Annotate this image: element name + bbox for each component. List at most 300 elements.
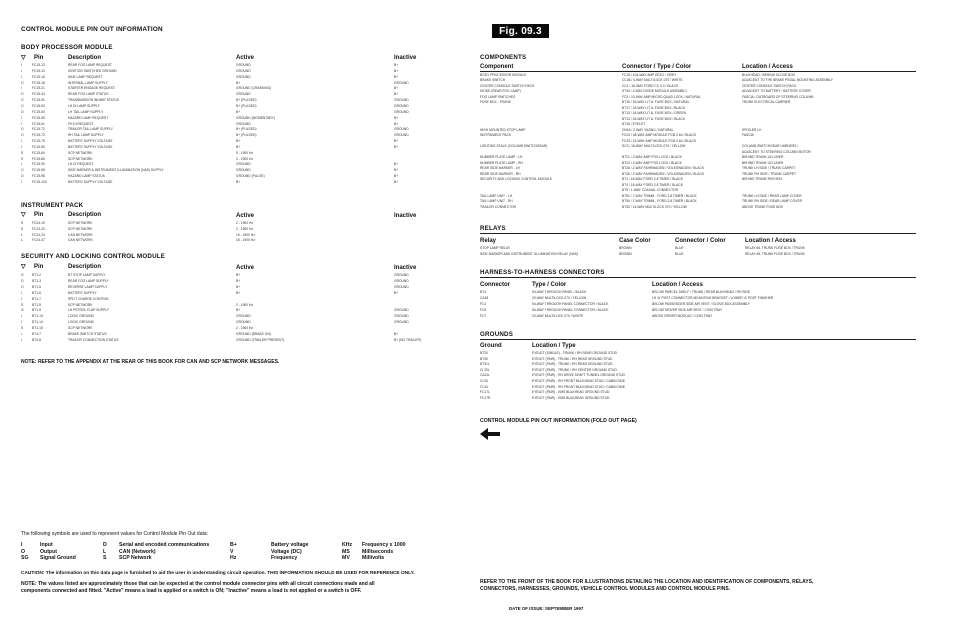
grounds-rule [480, 339, 916, 340]
table-cell: EYELET (PAIR) - TRUNK / RH CENTER GROUND STUD [532, 367, 617, 372]
table-cell: HAZARD LAMP STATUS [68, 174, 105, 179]
table-cell: ABOVE DRIVER MODULE / COIN TRAY [652, 314, 713, 319]
table-cell: B+ [236, 273, 241, 277]
table-cell: GROUND [394, 278, 409, 283]
table-cell: GROUND [394, 133, 409, 138]
table-cell: FC24-47 [32, 238, 45, 243]
table-cell: EYELET (SINGLE) - TRUNK / RH REAR GROUND STUD [532, 351, 618, 355]
table-cell: CC4L [480, 384, 489, 389]
table-cell: I [21, 68, 22, 73]
table-cell: INTERNAL LAMP SUPPLY [68, 80, 108, 85]
table-cell: GROUND [394, 284, 409, 289]
table-cell: STOP LAMP RELAY [480, 246, 511, 250]
table-cell: O [21, 109, 24, 114]
harness-location-header: Location / Access [652, 282, 703, 288]
table-cell: GROUND (BRAKE ON) [236, 332, 271, 336]
table-cell: GROUND [236, 320, 251, 325]
table-cell: CA21L [480, 373, 491, 378]
table-cell: GROUND [236, 92, 251, 97]
symbol-key: SG [21, 555, 29, 561]
table-cell: I [21, 320, 22, 325]
table-cell: 2 - 1900 Hz [236, 326, 254, 331]
ipack-inactive-header: Inactive [394, 213, 417, 219]
table-cell: CC36 / 4-WAY MULTILOCK 070 / WHITE [622, 78, 683, 83]
table-cell: SCP NETWORK [68, 226, 93, 231]
table-cell: GROUND [394, 314, 409, 319]
table-cell: CI 33L [480, 367, 490, 372]
relay-location-header: Location / Access [745, 238, 796, 244]
table-cell: FC24-20 [32, 226, 45, 231]
table-cell: BT4 [480, 290, 487, 294]
table-cell: LH PETROL FLAP SUPPLY [68, 308, 109, 313]
table-cell: BT13 / 16-WAY LIT A. FUSE BOX / GREEN [622, 111, 687, 116]
table-cell: S [21, 326, 24, 331]
table-cell: FC25 / 24-WAY AMP MODULE PCB 0.64 / BLACK [622, 138, 697, 143]
table-cell: BATTERY SUPPLY VOLTAGE [68, 180, 113, 184]
table-cell: LIGHTING STALK (COLUMN SWITCHGEAR) [480, 144, 548, 149]
table-cell: FC17R [480, 395, 491, 400]
table-cell: 54-WAY THROUGH PANEL CONNECTOR / BLACK [532, 308, 609, 313]
table-cell: LH DI REQUEST [68, 162, 94, 167]
table-cell: 15 - 1900 Hz [236, 238, 255, 243]
table-cell: CAN NETWORK [68, 238, 93, 243]
table-cell: SCP NETWORK [68, 156, 93, 161]
component-header: Component [480, 64, 514, 70]
table-cell: BT1-3 [32, 278, 41, 283]
table-cell: I [21, 139, 22, 144]
table-cell: S [21, 226, 24, 231]
component-connector-header: Connector / Type / Color [622, 64, 692, 70]
table-cell: 2 - 1900 Hz [236, 302, 254, 307]
table-cell: B+ (PULSED) [236, 133, 257, 138]
table-cell: GROUND (MOMENTARY) [236, 115, 275, 120]
table-cell: I [21, 337, 22, 342]
table-cell: BT STOP LAMP SUPPLY [68, 273, 106, 277]
table-cell: I [21, 296, 22, 301]
table-cell: FASCIA [742, 133, 754, 138]
table-cell: SCP NETWORK [68, 150, 93, 155]
component-location-header: Location / Access [742, 64, 793, 70]
table-cell: FC15-12 [32, 63, 45, 67]
back-arrow-icon[interactable] [480, 428, 500, 444]
table-cell: GROUND [394, 80, 409, 85]
table-cell: O [21, 273, 24, 277]
table-cell: BT26 / 2-WAY FAHRMAGEN / VOLKSWAGEN / BLACK [622, 171, 705, 176]
symbol-meaning: Frequency x 1000 [362, 542, 406, 548]
relay-header: Relay [480, 238, 497, 244]
table-cell: B+ [394, 92, 399, 97]
components-rule [480, 71, 916, 72]
table-cell: FC24-19 [32, 221, 45, 225]
table-cell: CENTER CONSOLE SWITCH PACK [742, 83, 797, 88]
table-cell: FC15-54 [32, 109, 45, 114]
table-cell: FH DI REQUEST [68, 121, 94, 126]
table-cell: FC15-51 [32, 98, 45, 103]
table-cell: COLUMN SWITCHGEAR HARNESS / [742, 144, 799, 149]
table-cell: RELAY #6, TRUNK FUSE BOX / TRUNK [745, 246, 805, 250]
table-cell: GROUND [394, 308, 409, 313]
table-cell: GROUND [236, 168, 251, 173]
table-cell: EYELET (PAIR) - TRUNK / RH REAR GROUND STUD [532, 356, 613, 361]
table-cell: B+ [394, 68, 399, 73]
security-pin-header: Pin [34, 264, 44, 270]
symbol-meaning: Battery voltage [271, 542, 309, 548]
table-cell: B+ (PULSED) [236, 98, 257, 103]
table-cell: BT50 / 7-WAY TRIMM - FORD 2.8 TIMER / BLACK [622, 199, 697, 204]
relays-rule [480, 233, 916, 234]
table-cell: FC15-104 [32, 180, 47, 184]
table-cell: B+ (PULSED) [236, 103, 257, 108]
table-cell: REAR FOG LAMP SUPPLY [68, 278, 109, 283]
table-cell: B+ (PULSED) [236, 127, 257, 132]
page-title: CONTROL MODULE PIN OUT INFORMATION [21, 26, 163, 33]
body-active-header: Active [236, 55, 255, 61]
table-cell: BT1 / 16-WAY FORD 2.8 TIMER / BLACK [622, 177, 684, 182]
table-cell: B+ [236, 308, 241, 313]
body-module-title: BODY PROCESSOR MODULE [21, 44, 113, 51]
table-cell: TRANSMISSION INHIBIT STATUS [68, 98, 120, 103]
symbol-key: MV [342, 555, 350, 561]
table-cell: B+ [394, 332, 399, 336]
values-note-line-1: NOTE: The values listed are approximately those that can be expected at the control module connector pins with all circuit connections made and all [21, 581, 375, 587]
table-cell: FC15-21 [32, 86, 45, 91]
table-cell: GROUND [236, 162, 251, 167]
table-cell: DIODE (REAR FOG LAMP) [480, 89, 521, 94]
symbols-intro: The following symbols are used to represent values for Control Module Pin Out data: [21, 531, 209, 537]
table-cell: FOG LAMP SWITCHES [480, 94, 516, 99]
table-cell: SCP NETWORK [68, 221, 93, 225]
table-cell: EYELET (PAIR) - RH FRONT BULKHEAD STUD / CABIN SIDE [532, 379, 626, 383]
table-cell: BT1-5 [32, 284, 41, 289]
harness-type-header: Type / Color [532, 282, 567, 288]
table-cell: B+ [394, 290, 399, 295]
pin-symbol-icon: ▽ [21, 55, 26, 61]
table-cell: RELAY #5, TRUNK FUSE BOX / TRUNK [745, 251, 805, 256]
table-cell: SECURITY AND LOCKING CONTROL MODULE [480, 177, 552, 182]
table-cell: REVERSE LAMP SUPPLY [68, 284, 108, 289]
table-cell: B+ [394, 74, 399, 79]
table-cell: GROUND [236, 68, 251, 73]
table-cell: S [21, 150, 24, 155]
table-cell: I [21, 144, 22, 149]
table-cell: BT22 / 2-WAY AMP POS LOCK / BLACK [622, 160, 682, 165]
table-cell: BLUE [675, 251, 684, 256]
refer-note-line-2: CONNECTORS, HARNESSES, GROUNDS, VEHICLE CONTROL MODULES AND CONTROL MODULE PINS. [480, 586, 731, 592]
body-pin-header: Pin [34, 55, 44, 61]
table-cell: TRAILER TAIL LAMP SUPPLY [68, 127, 113, 132]
figure-badge: Fig. 09.3 [492, 24, 549, 38]
table-cell: INSTRUMENT PACK [480, 133, 512, 138]
table-cell: BELOW PARCEL SHELF / TRUNK / REAR BULKHEAD / RH SIDE [652, 290, 750, 294]
table-cell: B+ (NO TRAILER) [394, 337, 421, 342]
table-cell: BRAKE SWITCH STATUS [68, 332, 107, 336]
symbol-key: V [230, 548, 234, 555]
table-cell: I [21, 86, 22, 91]
table-cell: B+ [394, 174, 399, 179]
table-cell: FC15-75 [32, 139, 45, 144]
table-cell: FC24-24 [32, 232, 45, 237]
table-cell: O [21, 103, 24, 108]
table-cell: FC15-80 [32, 144, 45, 149]
table-cell: FC15-44 [32, 92, 45, 97]
table-cell: FC15-61 [32, 121, 45, 126]
table-cell: BT1-15 [32, 326, 43, 331]
table-cell: 20-WAY MULTILOCK 070 / YELLOW [532, 296, 587, 301]
values-note-line-2: components connected and fitted. "Active" means a load is applied or a switch is ON; "Inactive" means a load is not applied or a switch is OFF. [21, 588, 362, 594]
table-cell: CC1 / 16-WAY FORD CC 3.3 / BLACK [622, 83, 679, 88]
table-cell: GROUND [394, 98, 409, 103]
table-cell: B+ [236, 180, 241, 184]
symbol-meaning: Signal Ground [40, 555, 76, 561]
table-cell: S [21, 221, 24, 225]
body-inactive-header: Inactive [394, 55, 417, 61]
table-cell: FC24 / 48-WAY AMP MODULE PCB 0.64 / BLACK [622, 133, 697, 138]
table-cell: BT1-9 [32, 308, 41, 313]
harness-connector-header: Connector [480, 282, 510, 288]
table-cell: REAR SIDE MARKER - LH [480, 166, 520, 171]
table-cell: BROWN [619, 251, 632, 256]
table-cell: FC5 [480, 308, 487, 313]
symbol-key: O [21, 548, 26, 555]
table-cell: CC3L [480, 379, 489, 383]
table-cell: FC15-86 [32, 156, 45, 161]
table-cell: NUMBER PLATE LAMP - RH [480, 160, 523, 165]
table-cell: 15 - 1900 Hz [236, 232, 255, 237]
ground-header: Ground [480, 343, 502, 349]
relays-title: RELAYS [480, 225, 506, 232]
issue-date: DATE OF ISSUE: SEPTEMBER 1997 [509, 606, 584, 611]
table-cell: B+ [236, 139, 241, 144]
table-cell: FC15-90 [32, 162, 45, 167]
table-cell: BT13 / 16-WAY LIT A. FUSE BOX / BLACK [622, 116, 686, 121]
left-page [0, 0, 470, 619]
table-cell: 54-WAY THROUGH PANEL / BLACK [532, 290, 587, 294]
table-cell: B+ [394, 121, 399, 126]
table-cell: BT21 / 2-WAY AMP POS LOCK / BLACK [622, 155, 682, 160]
symbol-meaning: Voltage (DC) [271, 548, 302, 555]
table-cell: BT15 / 16-WAY LIT A. FUSE BOX / NATURAL [622, 100, 690, 105]
table-cell: BT31L [480, 362, 490, 367]
table-cell: BT32 / 14-WAY MULTILOCK 070 / YELLOW [622, 204, 687, 209]
table-cell: O [21, 127, 24, 132]
security-inactive-header: Inactive [394, 265, 417, 271]
table-cell: I [21, 63, 22, 67]
table-cell: L [21, 232, 23, 237]
symbol-key: D [103, 542, 107, 548]
table-cell: FC15-13 [32, 68, 45, 73]
table-cell: FC15-53 [32, 103, 45, 108]
symbol-key: Hz [230, 555, 237, 561]
table-cell: FC15-84 [32, 150, 45, 155]
table-cell: TAIL LAMP UNIT - RH [480, 199, 513, 204]
table-cell: TRUNK ELECTRICAL CARRIER [742, 100, 791, 105]
components-title: COMPONENTS [480, 54, 527, 61]
refer-note-line-1: REFER TO THE FRONT OF THE BOOK FOR ILLUSTRATIONS DETAILING THE LOCATION AND IDENTIFICATION OF COMPONENTS, RELAYS, [480, 579, 814, 585]
table-cell: FC15-72 [32, 127, 45, 132]
pin-symbol-icon: ▽ [21, 212, 26, 218]
table-cell: SIDE MARKER & INSTRUMENT ILLUMINATION (NAS) SUPPLY [68, 168, 164, 173]
table-cell: O [21, 98, 24, 103]
security-active-header: Active [236, 265, 255, 271]
table-cell: TAIL LAMP UNIT - LH [480, 193, 513, 198]
table-cell: BULKHEAD / BEHIND GLOVE BOX [742, 73, 796, 77]
table-cell: I [21, 332, 22, 336]
table-cell: ST49 / 2-WAY DIODE MODULE ASSEMBLY [622, 89, 688, 94]
table-cell: HAZARD LAMP REQUEST [68, 115, 109, 120]
table-cell: RH TAIL LAMP SUPPLY [68, 133, 104, 138]
ipack-active-header: Active [236, 213, 255, 219]
symbol-meaning: Output [40, 548, 57, 555]
security-desc-header: Description [68, 264, 102, 270]
table-cell: TRAILER CONNECTOR [480, 204, 517, 209]
table-cell: FC15-96 [32, 168, 45, 173]
table-cell: S [21, 302, 24, 307]
table-cell: O [21, 308, 24, 313]
table-cell: FC15 / 104-WAY AMP EEEC / GREY [622, 73, 677, 77]
table-cell: BATTERY SUPPLY [68, 290, 97, 295]
table-cell: B+ [236, 109, 241, 114]
table-cell: GROUND [394, 273, 409, 277]
table-cell: FC15-73 [32, 133, 45, 138]
table-cell: REAR SIDE MARKER - RH [480, 171, 521, 176]
table-cell: GROUND [394, 103, 409, 108]
table-cell: 2 - 1900 Hz [236, 156, 254, 161]
table-cell: CENTER CONSOLE SWITCH PACK [480, 83, 535, 88]
table-cell: LOGIC GROUND [68, 314, 94, 319]
symbol-key: L [103, 548, 107, 555]
table-cell: FC7 [480, 314, 487, 319]
table-cell: O [21, 278, 24, 283]
harness-title: HARNESS-TO-HARNESS CONNECTORS [480, 269, 605, 276]
pin-symbol-icon: ▽ [21, 264, 26, 270]
table-cell: B+ [394, 63, 399, 67]
table-cell: BLUE [675, 246, 684, 250]
symbol-meaning: Frequency [271, 555, 298, 561]
table-cell: BRAKE SWITCH [480, 78, 506, 83]
body-desc-header: Description [68, 55, 102, 61]
table-cell: O [21, 133, 24, 138]
table-cell: EYELET (PAIR) - EMS BULKHEAD GROUND STUD [532, 390, 610, 395]
table-cell: FC15-55 [32, 115, 45, 120]
table-cell: SPOILER LH [742, 127, 762, 132]
table-cell: O [21, 92, 24, 97]
table-cell: SPLIT CHARGE CONTROL [68, 296, 110, 301]
symbol-key: KHz [342, 542, 353, 548]
table-cell: FC1 [480, 302, 487, 307]
table-cell: I [21, 74, 22, 79]
table-cell: BEHIND TRUNK RHS BOX [742, 177, 783, 182]
table-cell: SC3 / 16-WAY MULTILOCK 070 / YELLOW [622, 144, 686, 149]
table-cell: GROUND [394, 109, 409, 114]
table-cell: S [21, 156, 24, 161]
table-cell: BT30 [480, 356, 488, 361]
table-cell: TRUNK RH SIDE / REAR LAMP COVER [742, 199, 803, 204]
table-cell: BROWN [619, 246, 632, 250]
table-cell: BT16 / EYELET [622, 122, 646, 127]
table-cell: BT4-8 [32, 337, 41, 342]
table-cell: FC15-18 [32, 80, 45, 85]
table-cell: GROUND (CRANKING) [236, 86, 272, 91]
table-cell: B+ [394, 115, 399, 120]
table-cell: FC15-16 [32, 74, 45, 79]
table-cell: BODY PROCESSOR MODULE [480, 73, 527, 77]
symbol-meaning: CAN (Network) [119, 548, 156, 555]
relay-case-header: Case Color [619, 238, 651, 244]
table-cell: BEHIND TRUNK LID LINER [742, 160, 784, 165]
table-cell: CN16 / 2-WAY YAZAKI / NATURAL [622, 127, 674, 132]
table-cell: BT1-14 [32, 320, 43, 325]
table-cell: 20-WAY MULTILOCK 070 / WHITE [532, 314, 584, 319]
grounds-title: GROUNDS [480, 331, 514, 338]
table-cell: LH 'A' POST CONNECTOR MOUNTING BRACKET / LOWER 'A' POST FINISHER [652, 296, 774, 301]
table-cell: BATTERY SUPPLY VOLTAGE [68, 144, 113, 149]
table-cell: SIDE LAMP REQUEST [68, 74, 103, 79]
table-cell: O [21, 174, 24, 179]
table-cell: BELOW DRIVER SIDE AIR VENT / COIN TRAY [652, 308, 723, 313]
table-cell: GROUND [394, 320, 409, 325]
table-cell: BT17 / 16-WAY LIT A. FUSE BOX / BLACK [622, 105, 686, 110]
table-cell: TRAILER CONNECTION STATUS [68, 337, 119, 342]
table-cell: BELOW PASSENGER SIDE AIR VENT / GLOVE BOX ASSEMBLY [652, 302, 750, 307]
table-cell: LH DI LAMP SUPPLY [68, 103, 100, 108]
symbol-meaning: Serial and encoded communications [119, 542, 210, 548]
table-cell: ADJACENT TO STEERING COLUMN MOTOR [742, 149, 811, 154]
table-cell: I [21, 162, 22, 167]
instrument-pack-title: INSTRUMENT PACK [21, 202, 84, 209]
table-cell: BT1-7 [32, 296, 41, 301]
table-cell: BT1-6 [32, 290, 41, 295]
harness-rule [480, 277, 916, 278]
table-cell: GROUND [236, 74, 251, 79]
table-cell: B+ [236, 278, 241, 283]
table-cell: B+ [236, 144, 241, 149]
ipack-desc-header: Description [68, 212, 102, 218]
table-cell: ABOVE TRUNK FUSE BOX [742, 204, 784, 209]
table-cell: BEHIND TRUNK LID LINER [742, 155, 784, 160]
table-cell: O [21, 80, 24, 85]
table-cell: REAR FOG LAMP STATUS [68, 92, 109, 97]
table-cell: ADJACENT TO BATTERY / BATTERY COVER [742, 89, 811, 94]
table-cell: LH TAIL LAMP SUPPLY [68, 109, 104, 114]
table-cell: NUMBER PLATE LAMP - LH [480, 155, 523, 160]
foldout-link[interactable]: CONTROL MODULE PIN OUT INFORMATION (FOLD OUT PAGE) [480, 418, 637, 424]
ipack-pin-header: Pin [34, 212, 44, 218]
table-cell: BT25 / 2-WAY FAHRMAGEN / VOLKSWAGEN / BLACK [622, 166, 705, 171]
table-cell: I [21, 314, 22, 319]
table-cell: IGNITION SWITCHED GROUND [68, 68, 117, 73]
symbol-meaning: Milliseconds [362, 548, 394, 555]
relay-connector-header: Connector / Color [675, 238, 726, 244]
table-cell: I [21, 115, 22, 120]
table-cell: GROUND [236, 314, 251, 319]
table-cell: O [21, 168, 24, 173]
table-cell: B+ [236, 284, 241, 289]
table-cell: FC15-98 [32, 174, 45, 179]
table-cell: FC17L [480, 390, 490, 395]
table-cell: BT20 [480, 351, 488, 355]
table-cell: B+ [394, 168, 399, 173]
table-cell: B+ [394, 139, 399, 144]
table-cell: EYELET (PAIR) - RH DRIVE SHAFT TUNNEL GROUND STUD [532, 373, 625, 378]
table-cell: B+ [394, 180, 399, 184]
table-cell: BT51 / 7-WAY TRIMM - FORD 2.8 TIMER / BLACK [622, 193, 697, 198]
security-module-title: SECURITY AND LOCKING CONTROL MODULE [21, 253, 166, 260]
table-cell: FUSE BOX - TRUNK [480, 100, 511, 105]
table-cell: FC3 / 10-WAY AMP MICRO QUAD LOCK / NATURAL [622, 94, 701, 99]
table-cell: SIDE MARKER AND INSTRUMENT ILLUMINATION RELAY (NAS) [480, 251, 578, 256]
table-cell: BT4-7 [32, 332, 41, 336]
table-cell: 2 - 1900 Hz [236, 221, 254, 225]
